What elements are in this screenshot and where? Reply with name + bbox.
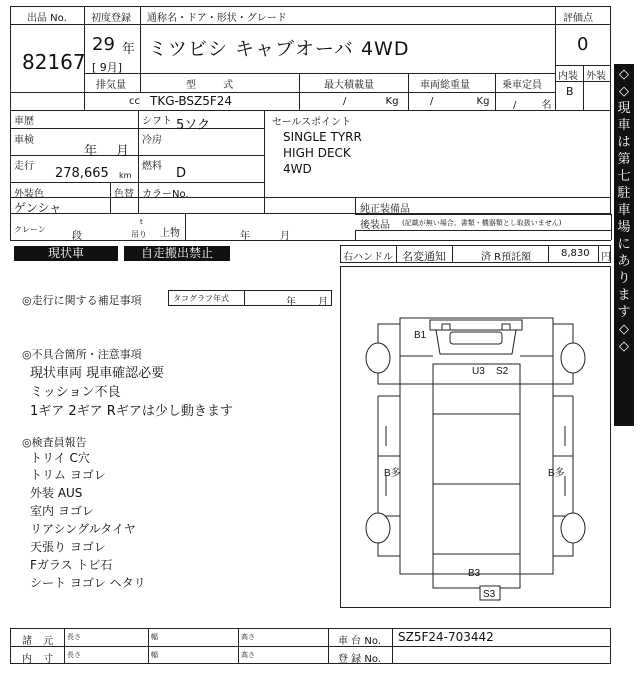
parking-location-banner bbox=[614, 64, 634, 426]
fuel-label: 燃料 bbox=[142, 161, 162, 172]
parking-location-text: ◇◇現車は第七駐車場にあります◇◇ bbox=[617, 67, 631, 354]
inspector-item-3: 外装 AUS bbox=[30, 486, 83, 500]
first-registration-label: 初度登録 bbox=[91, 13, 131, 24]
model-grade-label: 通称名・ドア・形状・グレード bbox=[147, 13, 287, 24]
sales-point-2: HIGH DECK bbox=[283, 146, 351, 160]
sales-point-1: SINGLE TYRR bbox=[283, 130, 362, 144]
max-load-label: 最大積載量 bbox=[324, 80, 374, 91]
lot-number-label: 出品 No. bbox=[27, 13, 67, 24]
tachograph-label: タコグラフ年式 bbox=[173, 294, 229, 303]
gross-weight-unit: / Kg bbox=[430, 96, 490, 107]
fuel-value: D bbox=[176, 166, 187, 181]
inspector-item-1: トリイ C穴 bbox=[30, 451, 90, 465]
interior-label: 内装 bbox=[558, 71, 578, 82]
inspection-label: 車検 bbox=[14, 135, 34, 146]
model-code-label: 型 式 bbox=[186, 80, 246, 91]
mark-b-many-right: B多 bbox=[548, 468, 565, 479]
name-change-label: 名変通知 bbox=[402, 250, 446, 263]
mark-u3: U3 bbox=[472, 366, 485, 377]
crane-stage: 段 bbox=[72, 231, 82, 242]
upper-body-year: 年 bbox=[240, 231, 250, 242]
capacity-label: 乗車定員 bbox=[502, 80, 542, 91]
chassis-number: SZ5F24-703442 bbox=[398, 630, 494, 644]
inspector-item-2: トリム ヨゴレ bbox=[30, 468, 106, 482]
registration-number-label: 登 録 No. bbox=[338, 654, 381, 665]
exterior-color-value: ゲンシャ bbox=[14, 201, 62, 215]
aftermarket-note: (記載が無い場合、書類・機器類とし取扱いません) bbox=[402, 219, 562, 227]
running-notes-title: ◎走行に関する補足事項 bbox=[22, 294, 142, 307]
mileage-unit: km bbox=[119, 171, 132, 180]
shift-label: シフト bbox=[142, 116, 172, 127]
model-name: ミツビシ キャブオーバ 4WD bbox=[148, 38, 410, 60]
dim-length-label: 長さ bbox=[67, 633, 81, 641]
capacity-unit: / 名 bbox=[513, 100, 552, 111]
registration-year: 29 bbox=[92, 34, 115, 55]
model-code: TKG-BSZ5F24 bbox=[150, 94, 233, 108]
recycle-label: 済 R預託額 bbox=[481, 252, 532, 263]
defect-1: 現状車両 現車確認必要 bbox=[30, 366, 165, 381]
history-label: 車歴 bbox=[14, 116, 34, 127]
tachograph-month: 月 bbox=[318, 297, 328, 308]
interior-height-label: 高さ bbox=[241, 651, 255, 659]
crane-label: クレーン bbox=[14, 225, 46, 234]
no-self-drive-badge: 自走搬出禁止 bbox=[124, 246, 230, 261]
tachograph-year: 年 bbox=[286, 297, 296, 308]
dimensions-label: 諸 元 bbox=[22, 636, 54, 647]
sales-point-label: セールスポイント bbox=[272, 117, 352, 128]
rhd-label: 右ハンドル bbox=[343, 252, 393, 263]
color-swap-label: 色替 bbox=[114, 189, 134, 200]
inspector-item-5: リアシングルタイヤ bbox=[30, 522, 136, 536]
dim-width-label: 幅 bbox=[151, 633, 158, 641]
inspection-year: 年 bbox=[84, 144, 98, 159]
color-number-label: カラーNo. bbox=[142, 189, 189, 200]
interior-length-label: 長さ bbox=[67, 651, 81, 659]
displacement-unit: cc bbox=[129, 96, 140, 107]
interior-grade: B bbox=[566, 85, 574, 98]
upper-body-month: 月 bbox=[280, 231, 290, 242]
crane-lift: 吊り bbox=[131, 230, 147, 239]
inspector-title: ◎検査員報告 bbox=[22, 436, 87, 449]
lot-number: 82167 bbox=[22, 50, 86, 74]
inspection-month: 月 bbox=[116, 144, 130, 159]
inspector-item-4: 室内 ヨゴレ bbox=[30, 504, 94, 518]
inspector-item-8: シート ヨゴレ ヘタリ bbox=[30, 576, 146, 590]
exterior-label: 外装 bbox=[586, 71, 606, 82]
interior-dims-label: 内 寸 bbox=[22, 654, 54, 665]
dim-height-label: 高さ bbox=[241, 633, 255, 641]
defect-3: 1ギア 2ギア Rギアは少し動きます bbox=[30, 404, 233, 419]
inspector-item-7: Fガラス トビ石 bbox=[30, 558, 113, 572]
truck-damage-diagram bbox=[340, 266, 611, 608]
ac-label: 冷房 bbox=[142, 135, 162, 146]
year-unit: 年 bbox=[122, 42, 136, 57]
chassis-number-label: 車 台 No. bbox=[338, 636, 381, 647]
max-load-unit: / Kg bbox=[343, 96, 399, 107]
mileage-label: 走行 bbox=[14, 161, 34, 172]
recycle-unit: 円 bbox=[601, 252, 611, 263]
displacement-label: 排気量 bbox=[96, 80, 126, 91]
score-label: 評価点 bbox=[563, 13, 593, 24]
crane-lift-top: t bbox=[140, 218, 143, 226]
mileage-value: 278,665 bbox=[55, 166, 109, 181]
defect-2: ミッション不良 bbox=[30, 385, 121, 400]
mark-b1: B1 bbox=[414, 330, 427, 341]
mark-s3: S3 bbox=[483, 589, 496, 600]
defects-title: ◎不具合箇所・注意事項 bbox=[22, 348, 142, 361]
mark-b3: B3 bbox=[468, 568, 481, 579]
registration-month: [ 9月] bbox=[92, 61, 123, 74]
aftermarket-label: 後装品 bbox=[360, 220, 390, 231]
exterior-color-label: 外装色 bbox=[14, 189, 44, 200]
upper-body-label: 上物 bbox=[160, 228, 180, 239]
sales-point-3: 4WD bbox=[283, 162, 312, 176]
mark-b-many-left: B多 bbox=[384, 468, 401, 479]
score-value: 0 bbox=[577, 34, 589, 55]
shift-value: 5ソク bbox=[176, 118, 211, 133]
mark-s2: S2 bbox=[496, 366, 509, 377]
inspector-item-6: 天張り ヨゴレ bbox=[30, 540, 106, 554]
gross-weight-label: 車両総重量 bbox=[420, 80, 470, 91]
recycle-amount: 8,830 bbox=[561, 248, 590, 259]
genuine-equipment-label: 純正装備品 bbox=[360, 204, 410, 215]
interior-width-label: 幅 bbox=[151, 651, 158, 659]
as-is-badge: 現状車 bbox=[14, 246, 118, 261]
